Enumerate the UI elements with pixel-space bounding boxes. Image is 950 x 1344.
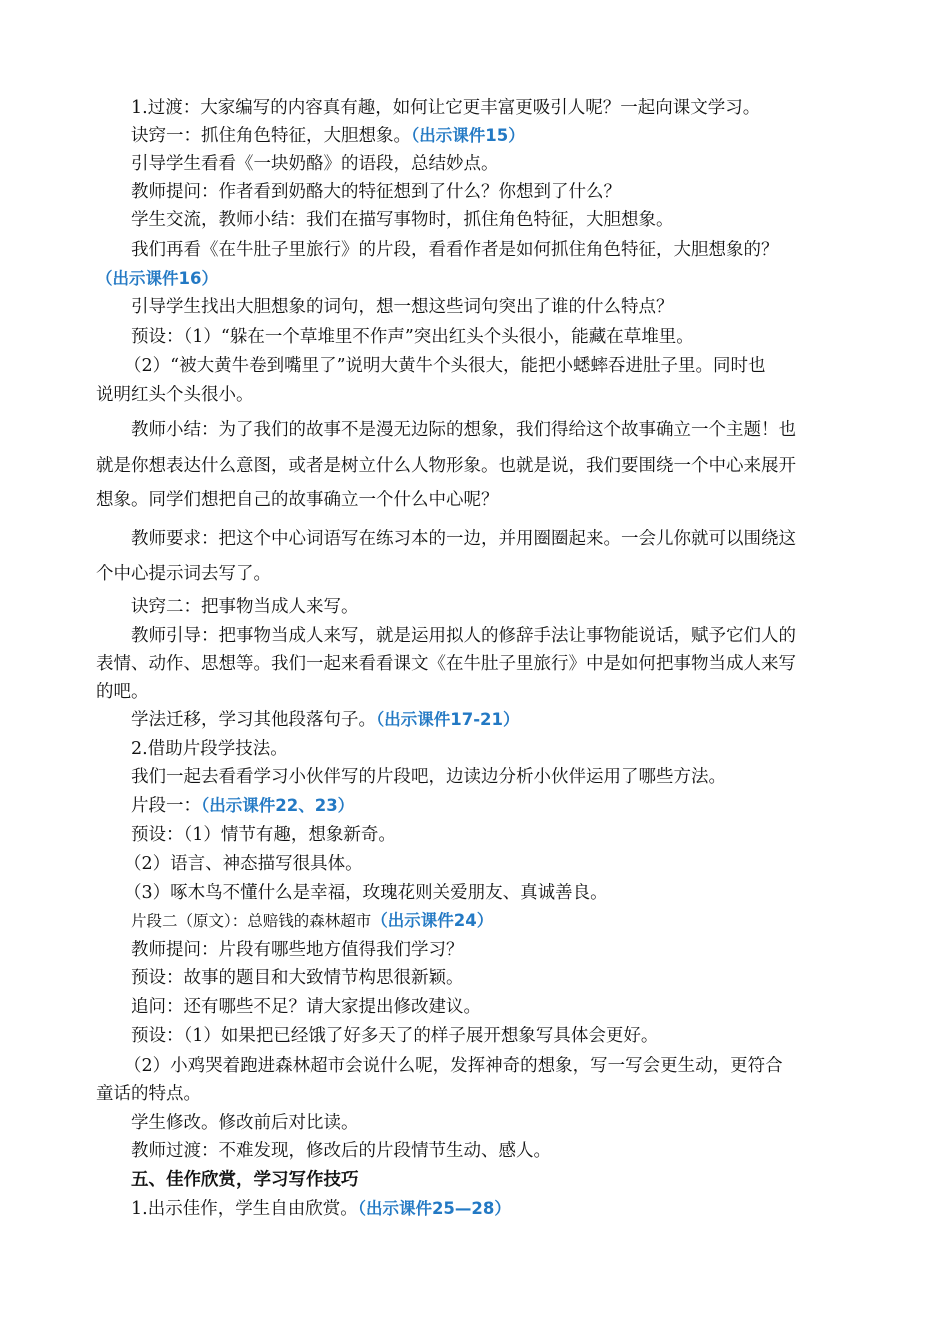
paragraph: （3）啄木鸟不懂什么是幸福，玫瑰花则关爱朋友、真诚善良。 (124, 883, 608, 903)
paragraph: 我们一起去看看学习小伙伴写的片段吧，边读边分析小伙伴运用了哪些方法。 (131, 767, 726, 787)
paragraph: 教师引导：把事物当成人来写，就是运用拟人的修辞手法让事物能说话，赋予它们人的 (131, 626, 796, 646)
paragraph: 说明红头个头很小。 (96, 385, 254, 405)
paragraph (96, 265, 866, 293)
paragraph: 个中心提示词去写了。 (96, 564, 271, 584)
paragraph: （2）“被大黄牛卷到嘴里了”说明大黄牛个头很大，能把小蟋蟀吞进肚子里。同时也 (124, 356, 766, 376)
paragraph: 教师提问：作者看到奶酪大的特征想到了什么？你想到了什么？ (131, 182, 621, 202)
paragraph (131, 792, 866, 820)
paragraph: 学生修改。修改前后对比读。 (131, 1113, 359, 1133)
paragraph: 预设：（1）情节有趣，想象新奇。 (131, 825, 396, 845)
paragraph: 学生交流，教师小结：我们在描写事物时，抓住角色特征，大胆想象。 (131, 210, 674, 230)
paragraph (131, 122, 866, 150)
text: 诀窍一：抓住角色特征，大胆想象。 (131, 126, 411, 146)
paragraph: 教师小结：为了我们的故事不是漫无边际的想象，我们得给这个故事确立一个主题！也 (131, 420, 796, 440)
paragraph: 教师过渡：不难发现，修改后的片段情节生动、感人。 (131, 1141, 551, 1161)
paragraph: 引导学生找出大胆想象的词句，想一想这些词句突出了谁的什么特点？ (131, 297, 674, 317)
paragraph (131, 706, 866, 734)
text: 1.出示佳作，学生自由欣赏。 (131, 1199, 358, 1219)
paragraph: 的吧。 (96, 682, 149, 702)
paragraph (131, 1195, 866, 1223)
courseware-ref: （出示课件24） (371, 911, 494, 930)
section-heading: 五、佳作欣赏，学习写作技巧 (131, 1170, 359, 1190)
text: 片段一： (131, 796, 201, 816)
paragraph: （2）语言、神态描写很具体。 (124, 854, 363, 874)
paragraph: 2.借助片段学技法。 (131, 739, 288, 759)
paragraph: 表情、动作、思想等。我们一起来看看课文《在牛肚子里旅行》中是如何把事物当成人来写 (96, 654, 796, 674)
paragraph: 教师要求：把这个中心词语写在练习本的一边，并用圈圈起来。一会儿你就可以围绕这 (131, 529, 796, 549)
paragraph: 想象。同学们想把自己的故事确立一个什么中心呢？ (96, 490, 499, 510)
paragraph: 教师提问：片段有哪些地方值得我们学习？ (131, 940, 464, 960)
paragraph: 预设：故事的题目和大致情节构思很新颖。 (131, 968, 464, 988)
courseware-ref: （出示课件15） (411, 126, 525, 145)
courseware-ref: （出示课件22、23） (201, 796, 355, 815)
courseware-ref: （出示课件17-21） (376, 710, 520, 729)
paragraph (131, 907, 866, 935)
paragraph: 童话的特点。 (96, 1084, 201, 1104)
paragraph: 1.过渡：大家编写的内容真有趣，如何让它更丰富更吸引人呢？一起向课文学习。 (131, 98, 761, 118)
paragraph: 引导学生看看《一块奶酪》的语段，总结妙点。 (131, 154, 499, 174)
text: 学法迁移，学习其他段落句子。 (131, 710, 376, 730)
courseware-ref: （出示课件16） (96, 269, 218, 288)
paragraph: 就是你想表达什么意图，或者是树立什么人物形象。也就是说，我们要围绕一个中心来展开 (96, 456, 796, 476)
paragraph: 我们再看《在牛肚子里旅行》的片段，看看作者是如何抓住角色特征，大胆想象的？ (131, 240, 779, 260)
paragraph: 预设：（1）如果把已经饿了好多天了的样子展开想象写具体会更好。 (131, 1026, 659, 1046)
courseware-ref: （出示课件25—28） (357, 1199, 511, 1218)
paragraph: 诀窍二：把事物当成人来写。 (131, 597, 359, 617)
text: 片段二（原文）：总赔钱的森林超市 (131, 912, 372, 930)
paragraph: 追问：还有哪些不足？请大家提出修改建议。 (131, 997, 481, 1017)
paragraph: （2）小鸡哭着跑进森林超市会说什么呢，发挥神奇的想象，写一写会更生动，更符合 (124, 1056, 783, 1076)
paragraph: 预设：（1）“躲在一个草堆里不作声”突出红头个头很小，能藏在草堆里。 (131, 327, 694, 347)
